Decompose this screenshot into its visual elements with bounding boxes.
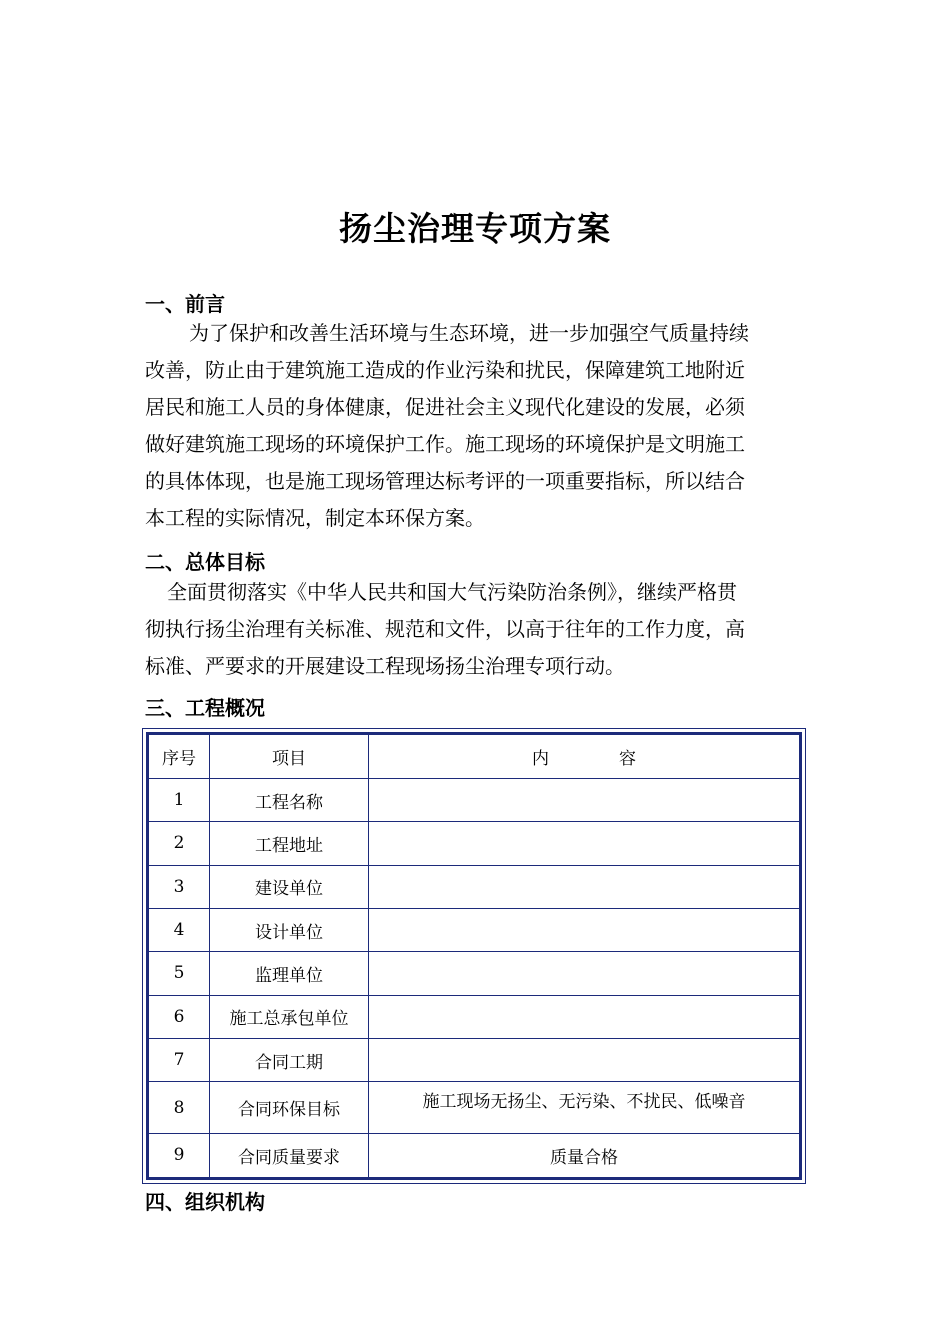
section-heading-organization: 四、组织机构 [145,1190,265,1214]
row-content [369,908,801,951]
table-row [148,779,801,822]
table-row [148,995,801,1038]
table-row [148,1133,801,1178]
row-content: 质量合格 [369,1133,801,1178]
paragraph-line: 全面贯彻落实《中华人民共和国大气污染防治条例》，继续严格贯 [167,580,737,604]
row-content [369,1038,801,1081]
row-content [369,822,801,865]
table-row [148,1082,801,1134]
paragraph-line: 做好建筑施工现场的环境保护工作。施工现场的环境保护是文明施工 [145,432,745,456]
row-item: 设计单位 [210,908,369,951]
row-item: 工程地址 [210,822,369,865]
row-item: 合同工期 [210,1038,369,1081]
row-content [369,779,801,822]
paragraph-line: 本工程的实际情况，制定本环保方案。 [145,506,485,530]
header-item: 项目 [210,734,369,779]
row-content [369,995,801,1038]
section-heading-goals: 二、总体目标 [145,550,265,574]
row-no: 3 [148,865,210,908]
table-row [148,952,801,995]
row-no: 4 [148,908,210,951]
row-no: 7 [148,1038,210,1081]
row-content: 施工现场无扬尘、无污染、不扰民、低噪音 [369,1082,801,1134]
document-title: 扬尘治理专项方案 [339,209,611,248]
row-item: 建设单位 [210,865,369,908]
row-item: 施工总承包单位 [210,995,369,1038]
paragraph-line: 标准、严要求的开展建设工程现场扬尘治理专项行动。 [145,654,625,678]
paragraph-line: 彻执行扬尘治理有关标准、规范和文件，以高于往年的工作力度，高 [145,617,745,641]
table-header-row [148,734,801,779]
row-item: 工程名称 [210,779,369,822]
table-row [148,1038,801,1081]
header-content: 内 容 [369,734,801,779]
row-item: 监理单位 [210,952,369,995]
row-content [369,952,801,995]
row-no: 1 [148,779,210,822]
paragraph-line: 改善，防止由于建筑施工造成的作业污染和扰民，保障建筑工地附近 [145,358,745,382]
row-no: 8 [148,1082,210,1134]
row-no: 2 [148,822,210,865]
project-overview-table [142,728,806,1184]
paragraph-line: 为了保护和改善生活环境与生态环境，进一步加强空气质量持续 [189,321,749,345]
goals-paragraph [145,574,809,685]
table-row [148,822,801,865]
row-item: 合同环保目标 [210,1082,369,1134]
row-no: 5 [148,952,210,995]
row-no: 9 [148,1133,210,1178]
preface-paragraph [145,315,809,537]
section-heading-overview: 三、工程概况 [145,696,265,720]
row-item: 合同质量要求 [210,1133,369,1178]
table-row [148,908,801,951]
paragraph-line: 的具体体现，也是施工现场管理达标考评的一项重要指标，所以结合 [145,469,745,493]
table-row [148,865,801,908]
row-content [369,865,801,908]
row-no: 6 [148,995,210,1038]
section-heading-preface: 一、前言 [145,292,225,316]
header-no: 序号 [148,734,210,779]
paragraph-line: 居民和施工人员的身体健康，促进社会主义现代化建设的发展，必须 [145,395,745,419]
